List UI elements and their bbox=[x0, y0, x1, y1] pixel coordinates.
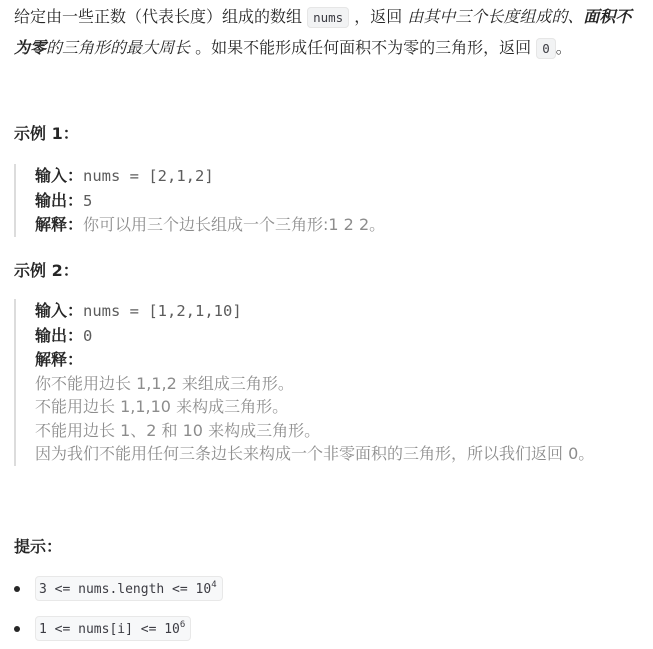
bullet-icon bbox=[14, 626, 20, 632]
example-1-input-label: 输入： bbox=[35, 166, 84, 185]
hint-2-text: 1 <= nums[i] <= 10 bbox=[39, 622, 180, 637]
hint-1-text: 3 <= nums.length <= 10 bbox=[39, 582, 212, 597]
description-text-1: 给定由一些正数（代表长度）组成的数组 bbox=[14, 7, 308, 26]
example-1-explain-label: 解释： bbox=[35, 215, 84, 234]
description-text-3: 。如果不能形成任何面积不为零的三角形，返回 bbox=[190, 38, 537, 57]
description-text-4: 。 bbox=[555, 38, 572, 57]
hint-item bbox=[14, 576, 223, 601]
description-italic-2: 的三角形的最大周长 bbox=[46, 38, 191, 57]
example-2-output-value: 0 bbox=[83, 326, 93, 345]
example-1-input-value: nums = [2,1,2] bbox=[83, 167, 214, 185]
example-2-title: 示例 2： bbox=[14, 261, 79, 280]
example-2-input-label: 输入： bbox=[35, 301, 84, 320]
example-1-block bbox=[14, 164, 385, 237]
problem-content bbox=[14, 0, 644, 637]
zero-code: 0 bbox=[536, 38, 556, 59]
example-1-output-label: 输出： bbox=[35, 190, 84, 210]
bullet-icon bbox=[14, 586, 20, 592]
example-1-output-row bbox=[35, 189, 385, 214]
example-1-output-value: 5 bbox=[83, 191, 93, 210]
example-1-explain-row bbox=[35, 213, 385, 237]
hint-item bbox=[14, 616, 191, 641]
example-2-output-row bbox=[35, 324, 594, 349]
hint-code-2 bbox=[35, 616, 191, 641]
example-2-input-value: nums = [1,2,1,10] bbox=[83, 302, 242, 320]
description-text-2: ，返回 bbox=[349, 7, 408, 26]
example-2-explain-line: 不能用边长 1、2 和 10 来构成三角形。 bbox=[35, 420, 321, 440]
example-1-input-row bbox=[35, 164, 385, 189]
example-1-title: 示例 1： bbox=[14, 124, 79, 143]
example-2-input-row bbox=[35, 299, 594, 324]
nums-code: nums bbox=[307, 7, 349, 28]
example-2-output-label: 输出： bbox=[35, 325, 84, 345]
description-bold-italic: 面积不为零 bbox=[14, 7, 632, 57]
hints-title: 提示： bbox=[14, 537, 63, 556]
example-2-explain-line: 你不能用边长 1,1,2 来组成三角形。 bbox=[35, 373, 294, 393]
example-2-explain-row bbox=[35, 348, 594, 372]
hint-1-exponent: 4 bbox=[211, 580, 217, 590]
hint-code-1 bbox=[35, 576, 223, 601]
hint-2-exponent: 6 bbox=[179, 620, 186, 630]
problem-description bbox=[14, 0, 644, 64]
example-2-explain-label: 解释： bbox=[35, 350, 84, 369]
example-1-explain-value: 你可以用三个边长组成一个三角形:1 2 2。 bbox=[83, 215, 386, 234]
description-italic-1: 由其中三个长度组成的、 bbox=[407, 7, 584, 26]
example-2-block bbox=[14, 299, 594, 466]
example-2-explain-line: 不能用边长 1,1,10 来构成三角形。 bbox=[35, 397, 289, 416]
example-2-explain-line: 因为我们不能用任何三条边长来构成一个非零面积的三角形，所以我们返回 0。 bbox=[35, 444, 595, 463]
